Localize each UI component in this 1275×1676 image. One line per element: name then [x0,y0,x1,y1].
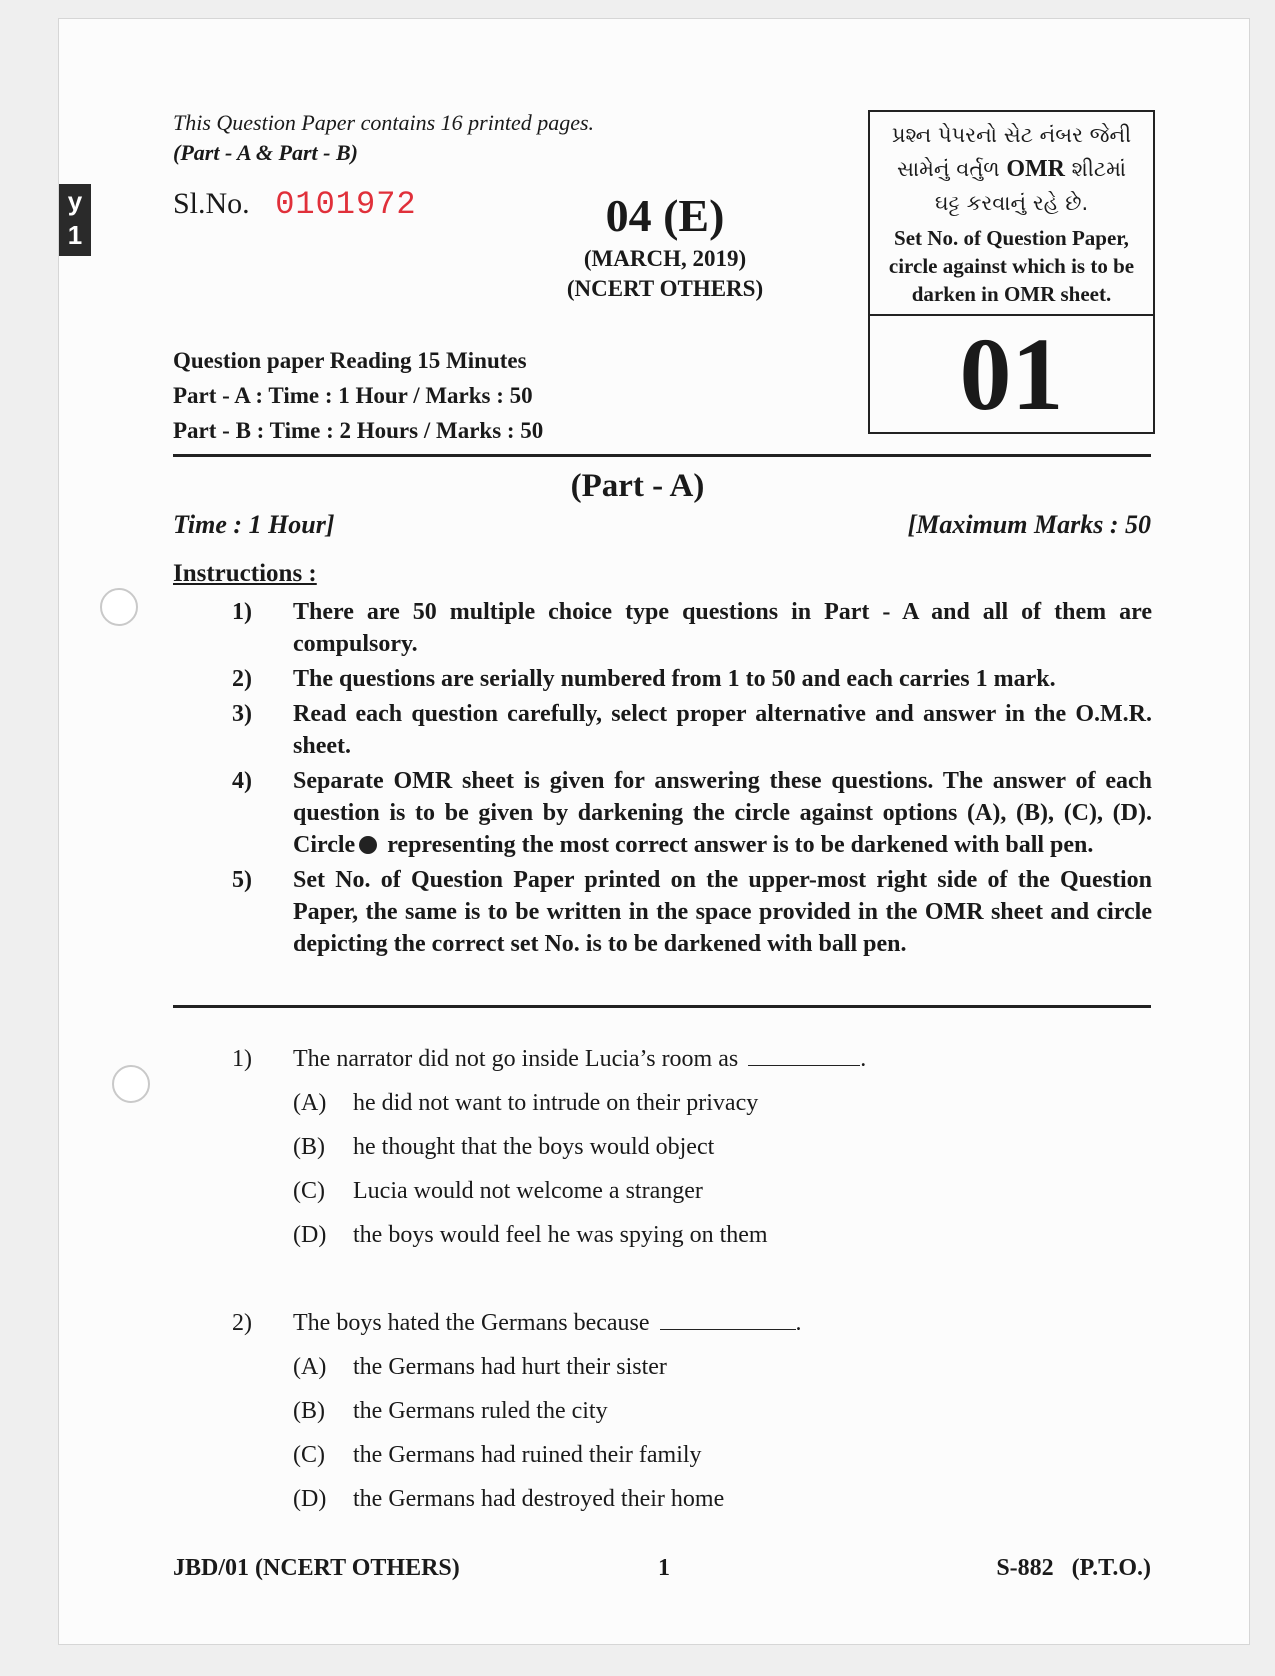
instruction-text: There are 50 multiple choice type questions in Part - A and all of them are compulsory. [293,599,1152,657]
question-stem [232,1043,1132,1075]
instruction-item [232,864,1152,960]
gujarati-line-2 [870,152,1153,186]
instructions-list [232,596,1152,963]
part-a-time-label: Time : 1 Hour] [173,510,335,539]
set-box-divider [870,314,1153,316]
instruction-text: Read each question carefully, select proper alternative and answer in the O.M.R. sheet. [293,701,1152,759]
option-text: the Germans ruled the city [353,1398,608,1424]
option-label: (B) [293,1134,325,1160]
part-a-title: (Part - A) [570,468,705,504]
instruction-text: The questions are serially numbered from 1 to 50 and each carries 1 mark. [293,666,1056,692]
serial-number [173,186,417,223]
option-label: (D) [293,1486,327,1512]
footer-ref: S-882 (P.T.O.) [996,1555,1151,1581]
option-text: the Germans had destroyed their home [353,1486,725,1512]
punch-hole-top [100,588,138,626]
filled-circle-icon [359,836,377,854]
gujarati-line-2-start: સામેનું વર્તુળ [896,157,1007,181]
question-1 [232,1043,1132,1251]
divider-bottom [173,1005,1151,1008]
instruction-number: 5) [232,867,252,893]
instruction-number: 3) [232,701,252,727]
footer-code: JBD/01 (NCERT OTHERS) [173,1555,460,1581]
punch-hole-bottom [112,1065,150,1103]
pages-note: This Question Paper contains 16 printed pages. [173,110,595,135]
instruction-text-start: Separate OMR sheet is given for answering these questions. The answer of each question is to be given by darkening the circle against options (A), (B), (C), (D). Circle [293,768,1152,858]
set-number-box [868,110,1155,434]
option-c [293,1175,1132,1207]
option-label: (C) [293,1178,325,1204]
question-2 [232,1307,1132,1515]
part-a-time: Part - A : Time : 1 Hour / Marks : 50 [173,383,533,408]
side-tab-line-1: y [67,186,83,216]
option-a [293,1351,1132,1383]
option-label: (D) [293,1222,327,1248]
option-text: he thought that the boys would object [353,1134,715,1160]
gujarati-line-3: ઘટ્ટ કરવાનું રહે છે. [934,191,1089,215]
part-b-time: Part - B : Time : 2 Hours / Marks : 50 [173,418,544,443]
question-text [293,1307,802,1339]
side-tab-line-2: 1 [67,220,83,250]
option-text: Lucia would not welcome a stranger [353,1178,703,1204]
gujarati-line-2-end: શીટમાં [1064,157,1127,181]
instructions-heading: Instructions : [173,560,317,587]
divider-top [173,454,1151,457]
option-label: (A) [293,1090,327,1116]
instruction-text-end: representing the most correct answer is to be darkened with ball pen. [387,832,1094,858]
gujarati-line-1: પ્રશ્ન પેપરનો સેટ નંબર જેની [891,123,1132,147]
reading-time: Question paper Reading 15 Minutes [173,348,527,373]
option-c [293,1439,1132,1471]
page-number: 1 [658,1555,670,1581]
answer-blank [660,1329,796,1330]
serial-number-value: 0101972 [275,186,417,223]
question-text [293,1043,866,1075]
stream-label: (NCERT OTHERS) [566,276,764,301]
option-b [293,1395,1132,1427]
question-stem [232,1307,1132,1339]
option-a [293,1087,1132,1119]
question-number: 1) [232,1046,252,1072]
side-tab-marker [59,184,91,256]
paper-code: 04 (E) [605,190,725,241]
option-text: the boys would feel he was spying on them [353,1222,768,1248]
instruction-item [232,663,1152,695]
option-label: (C) [293,1442,325,1468]
paper-code-block [540,188,790,304]
english-line-2: circle against which is to be [888,254,1135,278]
english-line-1: Set No. of Question Paper, [894,226,1129,250]
question-number: 2) [232,1310,252,1336]
instruction-number: 2) [232,666,252,692]
instruction-item [232,596,1152,660]
parts-note: (Part - A & Part - B) [173,140,358,165]
question-stem-text: The narrator did not go inside Lucia’s room as [293,1046,739,1072]
option-text: the Germans had ruined their family [353,1442,702,1468]
timing-block [173,343,543,448]
set-number: 01 [959,317,1064,432]
instruction-number: 1) [232,599,252,625]
question-stem-end: . [860,1046,867,1072]
option-label: (A) [293,1354,327,1380]
option-label: (B) [293,1398,325,1424]
instruction-item [232,765,1152,861]
set-box-gujarati [870,112,1153,220]
exam-date: (MARCH, 2019) [583,246,747,271]
instruction-text: Set No. of Question Paper printed on the upper-most right side of the Question Paper, the same is to be written in the space provided in the OMR sheet and circle depicting the correct set No. is to be darkened with ball pen. [293,867,1152,957]
serial-number-label: Sl.No. [173,187,250,220]
answer-blank [748,1065,860,1066]
instruction-number: 4) [232,768,252,794]
part-a-max-marks: [Maximum Marks : 50 [907,510,1151,539]
english-line-3: darken in OMR sheet. [911,282,1112,306]
option-d [293,1483,1132,1515]
paper-header-note [173,108,594,168]
option-d [293,1219,1132,1251]
question-stem-end: . [795,1310,802,1336]
question-stem-text: The boys hated the Germans because [293,1310,650,1336]
option-b [293,1131,1132,1163]
set-box-english [870,224,1153,308]
option-text: he did not want to intrude on their privacy [353,1090,759,1116]
instruction-item [232,698,1152,762]
gujarati-omr-word: OMR [1006,156,1065,182]
option-text: the Germans had hurt their sister [353,1354,667,1380]
instruction-text [293,765,1152,861]
